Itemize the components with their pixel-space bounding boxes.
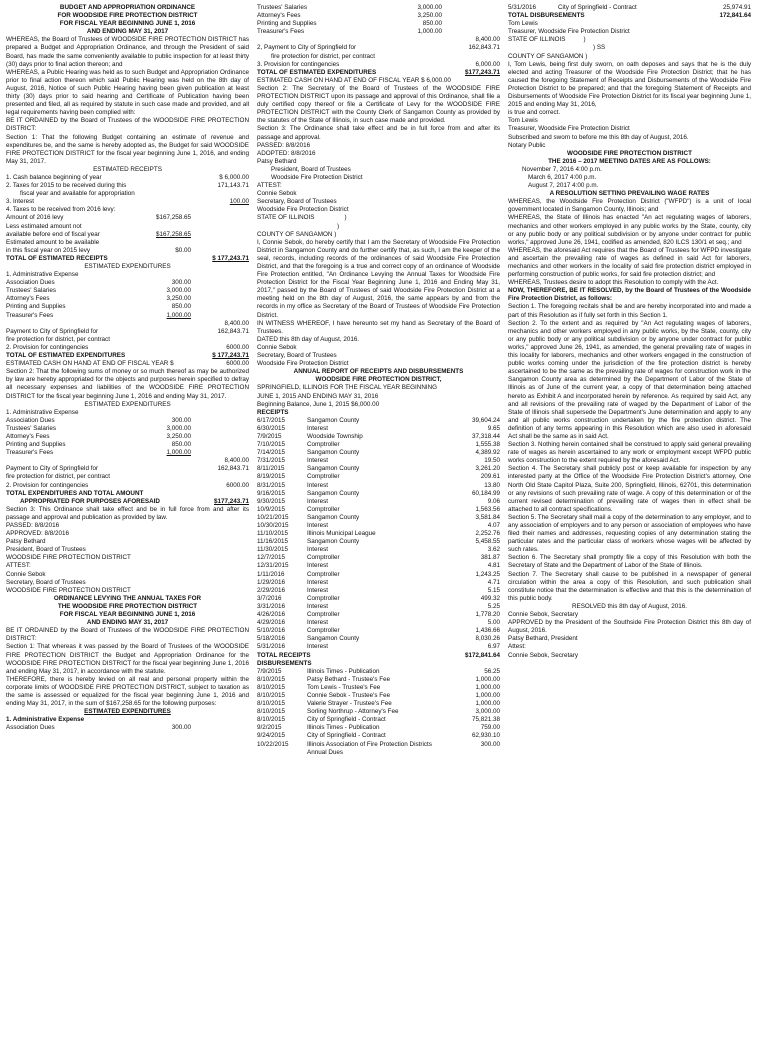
receipt-row: 9/30/2015 Interest 9.06 — [257, 497, 500, 505]
disbursement-row: 8/10/2015 Valerie Strayer - Trustee's Fee 1,000.00 — [257, 700, 500, 708]
expense-row: Attorney's Fees 3,250.00 — [257, 12, 442, 20]
levy-paragraph-2: Section 1: That whereas it was passed by the Board of Trustees of the WOODSIDE FIRE PROTECTION DISTRICT the Budget and Appropriation Ordinance for the WOODSIDE FIRE PROTECTION DISTRICT for the fiscal year beginning June 1, 2016 and ending May 31, 2017, in accordance with the statute. — [6, 643, 249, 675]
expense-row-cont: fire protection for district, per contract — [271, 52, 375, 60]
expense-row: Trustees' Salaries 3,000.00 — [6, 287, 191, 295]
receipt-row: 1/11/2016 Comptroller 1,243.25 — [257, 570, 500, 578]
receipt-row: 3/31/2016 Interest 5.25 — [257, 602, 500, 610]
expense-row: Treasurer's Fees 1,000.00 — [6, 311, 191, 319]
signatory-name: Tom Lewis — [508, 20, 538, 28]
signatory-org: WOODSIDE FIRE PROTECTION DISTRICT — [6, 554, 131, 562]
receipt-row: 8/11/2015 Sangamon County 3,261.20 — [257, 465, 500, 473]
meetings-title-2: THE 2016 – 2017 MEETING DATES ARE AS FOLLOWS: — [548, 157, 711, 165]
expense-row: Payment to City of Springfield for 162,843.71 — [6, 465, 249, 473]
signatory-title: Treasurer, Woodside Fire Protection District — [508, 28, 630, 36]
state-line: STATE OF ILLINOIS ) — [257, 214, 347, 222]
disbursement-row: 8/10/2015 City of Springfield - Contract 75,821.38 — [257, 716, 500, 724]
expense-row: Attorney's Fees 3,250.00 — [6, 432, 191, 440]
receipt-row-cont: fiscal year and available for appropriation — [20, 190, 135, 198]
signatory-title: Secretary, Board of Trustees — [6, 578, 86, 586]
signatory-name: Connie Sebok, Secretary — [508, 611, 579, 619]
estimated-expenditures-heading-3: ESTIMATED EXPENDITURES — [84, 708, 171, 716]
expense-row: 3. Provision for contingencies 6,000.00 — [257, 60, 500, 68]
signatory-name: Patsy Bethard, President — [508, 635, 578, 643]
expense-row-cont: fire protection for district, per contract — [6, 335, 110, 343]
levy-title-2: THE WOODSIDE FIRE PROTECTION DISTRICT — [57, 602, 198, 610]
receipt-row: 3. Interest 100.00 — [6, 198, 249, 206]
resolution-whereas-1: WHEREAS, the Woodside Fire Protection District ("WFPD") is a unit of local government located in Sangamon County, Illinois; and — [508, 198, 751, 214]
meetings-title-1: WOODSIDE FIRE PROTECTION DISTRICT — [567, 149, 692, 157]
receipt-row: 12/7/2015 Comptroller 381.87 — [257, 554, 500, 562]
expense-row: Association Dues 300.00 — [6, 279, 191, 287]
expense-row: 1. Administrative Expense — [6, 271, 79, 279]
receipt-row: 11/30/2015 Interest 3.62 — [257, 546, 500, 554]
receipt-row: 11/16/2015 Sangamon County 5,458.55 — [257, 538, 500, 546]
resolution-section-4: Section 4. The Secretary shall publicly post or keep available for inspection by any interested party at the Office of the Woodside Fire Protection District's attorney, One North Old State Capitol Plaza, Suite 200, Springfield, Illinois, 62701, this determination or any revisions of such prevailing rate of wage. A copy of this determination or of the current revised determination of prevailing rate of wages then in effect shall be attached to all contract specifications. — [508, 465, 751, 513]
disbursement-cont: Annual Dues — [307, 748, 344, 756]
meeting-date: March 6, 2017 4:00 p.m. — [528, 173, 597, 181]
secretary-certification: I, Connie Sebok, do hereby certify that I am the Secretary of Woodside Fire Protection District in Sangamon County and do further certify that, as such, I am the keeper of the seal, records, including records of the ordinances of said Woodside Fire Protection District, and that the foregoing is a true and correct copy of an ordinance of Woodside Fire Protection entitled, "An Ordinance Levying the Annual Taxes for Woodside Fire Protection District for the Fiscal Year Beginning June 1, 2016 and Ending May 31, 2017," passed by the Board of Trustees of said Woodside Fire Protection District at a meeting held on the 8th day of August, 2016, the same appears by and from the records in my office as Secretary of the Board of Trustees of Woodside Fire Protection District. — [257, 238, 500, 319]
disbursement-row: 8/10/2015 Tom Lewis - Trustee's Fee 1,000.00 — [257, 683, 500, 691]
passed-date: PASSED: 8/8/2016 — [257, 141, 311, 149]
witness-paragraph: IN WITNESS WHEREOF, I have hereunto set my hand as Secretary of the Board of Trustees. — [257, 319, 500, 335]
county-line: COUNTY OF SANGAMON ) — [257, 230, 337, 238]
receipt-row: 5/10/2016 Comptroller 1,436.66 — [257, 627, 500, 635]
dated-line: DATED this 8th day of August, 2016. — [257, 335, 360, 343]
expense-subtotal: 8,400.00 — [224, 457, 249, 465]
total-receipts-row: TOTAL OF ESTIMATED RECEIPTS $ 177,243.71 — [6, 254, 249, 262]
receipt-row: 1. Cash balance beginning of year $ 6,000.00 — [6, 173, 249, 181]
approved-by-president: APPROVED by the President of the Southside Fire Protection District this 8th day of August, 2016. — [508, 619, 751, 635]
receipt-row: available before end of fiscal year $167,258.65 — [6, 230, 191, 238]
county-line: COUNTY OF SANGAMON ) — [508, 52, 588, 60]
expense-row: Treasurer's Fees 1,000.00 — [257, 28, 442, 36]
ss-line: ) SS — [593, 44, 606, 52]
disbursements-heading: DISBURSEMENTS — [257, 659, 312, 667]
disbursement-row: 8/10/2015 Sorling Northrup - Attorney's Fee 3,000.00 — [257, 708, 500, 716]
annual-report-title-1: ANNUAL REPORT OF RECEIPTS AND DISBURSEMENTS — [293, 368, 464, 376]
expense-row: 1. Administrative Expense — [6, 408, 79, 416]
receipts-heading: RECEIPTS — [257, 408, 289, 416]
levy-paragraph-3: THEREFORE, there is hereby levied on all real and personal property within the corporate limits of WOODSIDE FIRE PROTECTION DISTRICT, subject to taxation as the same is assessed or equalized for the fiscal year beginning June 1, 2016 and ending May 31, 2017, in the sum of $167,258.65 for the following purposes: — [6, 675, 249, 708]
section-3-paragraph: Section 3: This Ordinance shall take effect and be in full force from and after its passage and approval and publication as provided by law. — [6, 505, 249, 521]
receipt-row: 6/30/2015 Interest 9.65 — [257, 424, 500, 432]
resolution-section-3: Section 3. Nothing herein contained shall be construed to apply said general prevailing rate of wages as herein ascertained to any work or employment except WFPD public works construction to the extent required by the aforesaid Act. — [508, 441, 751, 465]
expense-row: 2. Provision for contingencies 6000.00 — [6, 481, 249, 489]
whereas-paragraph-1: WHEREAS, the Board of Trustees of WOODSIDE FIRE PROTECTION DISTRICT has prepared a Budget and Appropriation Ordinance, and through the President of said Board, has made the same conveniently available to public inspection for at least thirty (30) days prior to final action thereon; and — [6, 36, 249, 68]
receipt-row: 10/9/2015 Comptroller 1,563.56 — [257, 505, 500, 513]
expense-row: Payment to City of Springfield for 162,843.71 — [6, 327, 249, 335]
section-1-paragraph: Section 1: That the following Budget containing an estimate of revenue and expenditures be, and the same is hereby adopted as, the Budget for said WOODSIDE FIRE PROTECTION DISTRICT for the fiscal year beginning June 1, 2016, and ending May 31, 2017. — [6, 133, 249, 165]
receipt-row: 3/7/2016 Comptroller 499.32 — [257, 594, 500, 602]
signatory-org: Woodside Fire Protection District — [257, 360, 349, 368]
resolution-whereas-4: WHEREAS, Trustees desire to adopt this Resolution to comply with the Act. — [508, 279, 719, 287]
receipt-row: Amount of 2016 levy $167,258.65 — [6, 214, 191, 222]
receipt-row: 5/18/2016 Sangamon County 8,030.26 — [257, 635, 500, 643]
resolution-title: A RESOLUTION SETTING PREVAILING WAGE RATES — [549, 190, 710, 198]
signatory-title: President, Board of Trustees — [6, 546, 86, 554]
receipt-row: 11/10/2015 Illinois Municipal League 2,252.76 — [257, 530, 500, 538]
signatory-org: Woodside Fire Protection District — [257, 206, 349, 214]
total-receipts-row: TOTAL RECEIPTS $172,841.64 — [257, 651, 500, 659]
signatory-name: Connie Sebok — [257, 190, 297, 198]
annual-report-sub-2: JUNE 1, 2015 AND ENDING MAY 31, 2016 — [257, 392, 379, 400]
expense-row: 2. Provision for contingencies 6000.00 — [6, 343, 249, 351]
receipt-row: 5/31/2016 Interest 6.97 — [257, 643, 500, 651]
total-disbursements-row: TOTAL DISBURSEMENTS 172,841.64 — [508, 12, 751, 20]
resolution-now-therefore: NOW, THEREFORE, BE IT RESOLVED, by the Board of Trustees of the Woodside Fire Protection District, as follows: — [508, 287, 751, 303]
signatory-org: WOODSIDE FIRE PROTECTION DISTRICT — [6, 586, 131, 594]
signatory-name: Tom Lewis — [508, 117, 538, 125]
expense-row: Printing and Supplies 850.00 — [257, 20, 442, 28]
approved-date: APPROVED: 8/8/2016 — [6, 530, 70, 538]
passed-date: PASSED: 8/8/2016 — [6, 522, 60, 529]
resolution-section-5: Section 5. The Secretary shall mail a copy of the determination to any employer, and to any association of employers and to any person or association of employees who have filed their names and addresses, requesting copies of any determination stating the particular rates and the particular class of workers whose wages will be affected by such rates. — [508, 513, 751, 554]
treasurer-oath: I, Tom Lewis, being first duly sworn, on oath deposes and says that he is the duly elected and acting Treasurer of the Woodside Fire Protection District; that he has caused the foregoing Statement of Receipts and Disbursements of the Woodside Fire Protection District to be prepared; and that the foregoing Statement of Receipts and Disbursements of Woodside Fire Protection District for its fiscal year beginning June 1, 2015 and ending May 31, 2016, — [508, 60, 751, 109]
adopted-date: ADOPTED: 8/8/2016 — [257, 149, 316, 157]
levy-section-3: Section 3: The Ordinance shall take effect and be in full force from and after its passage and approval. — [257, 125, 500, 141]
disbursement-row: 7/9/2015 Illinois Times - Publication 56.25 — [257, 667, 500, 675]
disbursement-row: 8/10/2015 Patsy Bethard - Trustee's Fee 1,000.00 — [257, 675, 500, 683]
resolution-section-7: Section 7. The Secretary shall cause to be published in a newspaper of general circulation within the area a copy of this Resolution, and such publication shall constitute notice that the determination is effective and that this is the determination of this public body. — [508, 570, 751, 602]
receipt-row: 12/31/2015 Interest 4.81 — [257, 562, 500, 570]
expense-row: 1. Administrative Expense — [6, 716, 85, 724]
disbursement-row: 9/2/2015 Illinois Times - Publication 759.00 — [257, 724, 500, 732]
levy-section-2: Section 2: The Secretary of the Board of Trustees of the WOODSIDE FIRE PROTECTION DISTRICT upon its passage and approval of this Ordinance, shall file a duly certified copy thereof or file a Certificate of Levy for the WOODSIDE FIRE PROTECTION DISTRICT with the County Clerk of Sangamon County as provided by the statutes of the State of Illinois, in such case made and provided. — [257, 84, 500, 125]
levy-title-3: FOR FISCAL YEAR BEGINNING JUNE 1, 2016 — [59, 611, 196, 619]
expense-row: Treasurer's Fees 1,000.00 — [6, 449, 191, 457]
receipt-row: 7/9/2015 Woodside Township 37,318.44 — [257, 432, 500, 440]
receipt-row: 9/16/2015 Sangamon County 60,184.99 — [257, 489, 500, 497]
column-3 — [508, 4, 751, 1046]
expense-row: Trustees' Salaries 3,000.00 — [257, 4, 442, 11]
receipt-row: 2. Taxes for 2015 to be received during this 171,143.71 — [6, 182, 249, 190]
signatory-title: President, Board of Trustees — [271, 165, 351, 173]
total-expenditures-row: TOTAL OF ESTIMATED EXPENDITURES $ 177,243.71 — [6, 352, 249, 360]
annual-report-title-2: WOODSIDE FIRE PROTECTION DISTRICT, — [315, 376, 442, 384]
signatory-name: Connie Sebok — [257, 343, 297, 351]
signatory-name: Patsy Bethard — [257, 157, 297, 165]
signatory-title: Treasurer, Woodside Fire Protection District — [508, 125, 630, 133]
disbursement-row: 9/24/2015 City of Springfield - Contract 62,930.10 — [257, 732, 500, 740]
receipt-row: 6/17/2015 Sangamon County 39,604.24 — [257, 416, 500, 424]
signatory-title: Secretary, Board of Trustees — [257, 198, 337, 206]
annual-report-sub-1: SPRINGFIELD, ILLINOIS FOR THE FISCAL YEAR BEGINNING — [257, 384, 438, 392]
receipt-row: 8/19/2015 Comptroller 209.61 — [257, 473, 500, 481]
receipt-row: 4/29/2016 Interest 5.00 — [257, 619, 500, 627]
resolution-whereas-2: WHEREAS, the State of Illinois has enacted "An act regulating wages of laborers, mechanics and other workers employed in any public works by the State, county, city or any public body or any political subdivision or by anyone under contract for public works," approved June 26, 1941, codified as amended, 820 ILCS 130/1 et seq.; and — [508, 214, 751, 246]
signatory-org: Woodside Fire Protection District — [271, 173, 363, 181]
levy-paragraph-1: BE IT ORDAINED by the Board of Trustees of the WOODSIDE FIRE PROTECTION DISTRICT: — [6, 627, 249, 643]
total-appropriated-row: APPROPRIATED FOR PURPOSES AFORESAID $177,243.71 — [20, 497, 249, 505]
receipt-row: 8/31/2015 Interest 13.80 — [257, 481, 500, 489]
receipt-row: 10/21/2015 Sangamon County 3,581.84 — [257, 513, 500, 521]
column-2: Trustees' Salaries 3,000.00 Attorney's Fees 3,250.00 Printing and Supplies 850.00 Treasurer's Fees 1,000.00 8,400.00 2, Payment to City of Springfield for 162,843.71 fire protection for district, per contract 3. Provision for contingencies 6,000.00 TOTAL OF ESTIMATED EXPENDITURES $177,243.71 ESTIMATED CASH ON HAND AT END OF FISCAL YEAR $ 6,000.00 Section 2: The Secretary of the Board of Trustees of the WOODSIDE FIRE PROTECTION DISTRICT upon its passage and approval of this Ordinance, shall file a duly certified copy thereof or file a Certificate of Levy for the WOODSIDE FIRE PROTECTION DISTRICT with the County Clerk of Sangamon County as provided by the statutes of the State of Illinois, in such case made and provided. Section 3: The Ordinance shall take effect and be in full force from and after its passage and approval. PASSED: 8/8/2016 ADOPTED: 8/8/2016 Patsy Bethard President, Board of Trustees Woodside Fire Protection District ATTEST: Connie Sebok Secretary, Board of Trustees Woodside Fire Protection District STATE OF ILLINOIS ) ) COUNTY OF SANGAMON ) I, Connie Sebok, do hereby certify that I am the Secretary of Woodside Fire Protection District in Sangamon County and do further certify that, as such, I am the keeper of the seal, records, including records of the ordinances of said Woodside Fire Protection District, and that the foregoing is a true and correct copy of an ordinance of Woodside Fire Protection entitled, "An Ordinance Levying the Annual Taxes for Woodside Fire Protection District for the Fiscal Year Beginning June 1, 2016 and Ending May 31, 2017," passed by the Board of Trustees of said Woodside Fire Protection District at a meeting held on the 8th day of August, 2016, the same appears by and from the records in my office as Secretary of the Board of Trustees of Woodside Fire Protection District. IN WITNESS WHEREOF, I have hereunto set my hand as Secretary of the Board of Trustees. DATED this 8th day of August, 2016. Connie Sebok Secretary, Board of Trustees Woodside Fire Protection District ANNUAL REPORT OF RECEIPTS AND DISBURSEMENTS WOODSIDE FIRE PROTECTION DISTRICT, SPRINGFIELD, ILLINOIS FOR THE FISCAL YEAR BEGINNING JUNE 1, 2015 AND ENDING MAY 31, 2016 Beginning Balance, June 1, 2015 $6,000.00 RECEIPTS 6/17/2015 Sangamon County 39,604.24 6/30/2015 Interest 9.65 7/9/2015 Woodside Township 37,318.44 7/10/2015 Comptroller 1,555.38 7/14/2015 Sangamon County 4,389.92 7/31/2015 Interest 19.50 8/11/2015 Sangamon County 3,261.20 8/19/2015 Comptroller 209.61 8/31/2015 Interest 13.80 9/16/2015 Sangamon County 60,184.99 9/30/2015 Interest 9.06 10/9/2015 Comptroller 1,563.56 10/21/2015 Sangamon County 3,581.84 10/30/2015 Interest 4.07 11/10/2015 Illinois Municipal League 2,252.76 11/16/2015 Sangamon County 5,458.55 11/30/2015 Interest 3.62 12/7/2015 Comptroller 381.87 12/31/2015 Interest 4.81 1/11/2016 Comptroller 1,243.25 1/29/2016 Interest 4.71 2/29/2016 Interest 5.15 3/7/2016 Comptroller 499.32 3/31/2016 Interest 5.25 4/26/2016 Comptroller 1,778.20 4/29/2016 Interest 5.00 5/10/2016 Comptroller 1,436.66 5/18/2016 Sangamon County 8,030.26 5/31/2016 Interest 6.97 TOTAL RECEIPTS $172,841.64 DISBURSEMENTS 7/9/2015 Illinois Times - Publication 56.25 8/10/2015 Patsy Bethard - Trustee's Fee 1,000.00 8/10/2015 Tom Lewis - Trustee's Fee 1,000.00 8/10/2015 Connie Sebok - Trustee's Fee 1,000.00 8/10/2015 Valerie Strayer - Trustee's Fee 1,000.00 8/10/2015 Sorling Northrup - Attorney's Fee 3,000.00 8/10/2015 City of Springfield - Contract 75,821.38 9/2/2015 Illinois Times - Publication 759.00 9/24/2015 City of Springfield - Contract 62,930.10 10/22/2015 Illinois Association of Fire Protection Districts 300.00 Annual Dues — [257, 4, 500, 756]
signatory-name: Patsy Bethard — [6, 538, 46, 546]
receipt-row: 7/31/2015 Interest 19.50 — [257, 457, 500, 465]
expense-row-cont: fire protection for district, per contract — [6, 473, 110, 481]
disbursement-row: 5/31/2016 City of Springfield - Contract 25,974.91 — [508, 4, 751, 11]
cash-end-row: ESTIMATED CASH ON HAND AT END OF FISCAL YEAR $ 6,000.00 — [257, 76, 451, 84]
levy-title-4: AND ENDING MAY 31, 2017 — [86, 619, 169, 627]
budget-title-4: AND ENDING MAY 31, 2017 — [86, 28, 169, 36]
receipt-row: 7/14/2015 Sangamon County 4,389.92 — [257, 449, 500, 457]
levy-title-1: ORDINANCE LEVYING THE ANNUAL TAXES FOR — [53, 594, 202, 602]
resolution-section-6: Section 6. The Secretary shall promptly file a copy of this Resolution with both the Secretary of State and the Department of Labor of the State of Illinois. — [508, 554, 751, 570]
expense-subtotal: 8,400.00 — [475, 36, 500, 44]
signatory-name: Connie Sebok — [6, 570, 46, 578]
column-1 — [6, 4, 249, 1046]
estimated-expenditures-heading: ESTIMATED EXPENDITURES — [84, 263, 171, 270]
receipt-row: in this fiscal year on 2015 levy $0.00 — [6, 246, 191, 254]
oath-end: is true and correct. — [508, 109, 561, 117]
estimated-receipts-heading: ESTIMATED RECEIPTS — [93, 165, 162, 173]
beginning-balance: Beginning Balance, June 1, 2015 $6,000.00 — [257, 400, 380, 408]
meeting-date: November 7, 2016 4:00 p.m. — [522, 165, 602, 173]
receipts-list — [257, 417, 500, 652]
disbursement-row: 8/10/2015 Connie Sebok - Trustee's Fee 1,000.00 — [257, 691, 500, 699]
disbursements-list — [257, 668, 500, 749]
budget-title-3: FOR FISCAL YEAR BEGINNING JUNE 1, 2016 — [59, 20, 196, 28]
total-appropriated-row: TOTAL EXPENDITURES AND TOTAL AMOUNT — [6, 489, 144, 497]
signatory-title: Secretary, Board of Trustees — [257, 352, 337, 360]
meeting-date: August 7, 2017 4:00 p.m. — [528, 182, 599, 190]
whereas-paragraph-2: WHEREAS, a Public Hearing was held as to such Budget and Appropriation Ordinance prior to final action thereon which said Public Hearing was held on the 8th day of August, 2016, Notice of such Public Hearing having been given publication at least thirty (30) days prior to said hearing and Certificate of Publication having been presented and filed, all as required by statute in such case made and provided, and all legal requirements having been complied with: — [6, 68, 249, 117]
total-expenditures-row: TOTAL OF ESTIMATED EXPENDITURES $177,243.71 — [257, 68, 500, 76]
receipt-row: 4/26/2016 Comptroller 1,778.20 — [257, 611, 500, 619]
expense-row: Trustees' Salaries 3,000.00 — [6, 424, 191, 432]
ordained-paragraph: BE IT ORDAINED by the Board of Trustees of the WOODSIDE FIRE PROTECTION DISTRICT: — [6, 117, 249, 133]
expense-row: Attorney's Fees 3,250.00 — [6, 295, 191, 303]
attest-label: ATTEST: — [6, 562, 31, 570]
expense-subtotal: 8,400.00 — [224, 319, 249, 327]
expense-row: Printing and Supplies 850.00 — [6, 303, 191, 311]
receipt-row: 10/30/2015 Interest 4.07 — [257, 522, 500, 529]
expense-row: Association Dues 300.00 — [6, 724, 191, 732]
budget-title-2: FOR WOODSIDE FIRE PROTECTION DISTRICT — [57, 12, 198, 20]
notary-line: Notary Public — [508, 141, 546, 149]
expense-row: 2, Payment to City of Springfield for 162,843.71 — [257, 44, 500, 52]
receipt-row: 2/29/2016 Interest 5.15 — [257, 586, 500, 594]
receipt-row: 4. Taxes to be received from 2016 levy: — [6, 206, 116, 214]
subscribed-line: Subscribed and sworn to before me this 8th day of August, 2016. — [508, 133, 689, 141]
receipt-row: Estimated amount to be available — [6, 238, 100, 246]
attest-label: ATTEST: — [257, 182, 282, 190]
attest-label: Attest: — [508, 643, 526, 651]
cash-end-row: ESTIMATED CASH ON HAND AT END OF FISCAL YEAR $ 6000.00 — [6, 360, 249, 368]
receipt-row: 1/29/2016 Interest 4.71 — [257, 578, 500, 586]
expense-row: Printing and Supplies 850.00 — [6, 441, 191, 449]
section-2-paragraph: Section 2: That the following sums of money or so much thereof as may be authorized by law are hereby appropriated for the objects and purposes herein specified to defray all necessary expenses and liabilities of the WOODSIDE FIRE PROTECTION DISTRICT for the fiscal year beginning June 1, 2016 and ending May 31, 2017. — [6, 368, 249, 400]
resolution-section-2: Section 2. To the extent and as required by "An Act regulating wages of laborers, mechanics and other workers employed in any public works, by the State, county, city or any public body or any political subdivision or by anyone under contract for public works," approved June 26, 1941, as amended, the general prevailing rate of wages in this locality for laborers, mechanics and other workers engaged in the construction of public works coming under the jurisdiction of the fire protection district is hereby ascertained to be the same as the prevailing rate of wages for construction work in the Sangamon County area as determined by the Department of Labor of the State of Illinois as of June of the current year, a copy of that determination being attached hereto as Exhibit A and incorporated herein by reference. As required by said Act, any and all revisions of the prevailing rate of waged by the Department of Labor of the State of Illinois shall supersede the Department's June determination and apply to any and all public works construction undertaken by the fire protection district. The definition of any terms appearing in this Resolution which are also used in aforesaid Act shall be the same as in said Act. — [508, 319, 751, 440]
resolution-section-1: Section 1. The foregoing recitals shall be and are hereby incorporated into and made a part of this Resolution as if fully set forth in this Section 1. — [508, 303, 751, 319]
receipt-row: 7/10/2015 Comptroller 1,555.38 — [257, 441, 500, 449]
receipt-row: Less estimated amount not — [6, 222, 82, 230]
estimated-expenditures-heading-2: ESTIMATED EXPENDITURES — [84, 400, 171, 408]
budget-title-1: BUDGET AND APPROPRIATION ORDINANCE — [59, 4, 196, 11]
expense-row: Association Dues 300.00 — [6, 416, 191, 424]
signatory-name: Connie Sebok, Secretary — [508, 651, 579, 659]
resolution-whereas-3: WHEREAS, the aforesaid Act requires that the Board of Trustees for WFPD investigate and ascertain the prevailing rate of wages as defined in said Act for laborers, mechanics and other workers in the locality of said fire protection district employed in performing construction of public works, for said fire protection district; and — [508, 246, 751, 279]
state-line: STATE OF ILLINOIS ) — [508, 36, 586, 44]
disbursement-row: 10/22/2015 Illinois Association of Fire Protection Districts 300.00 — [257, 740, 500, 748]
resolved-line: RESOLVED this 8th day of August, 2016. — [571, 602, 688, 610]
